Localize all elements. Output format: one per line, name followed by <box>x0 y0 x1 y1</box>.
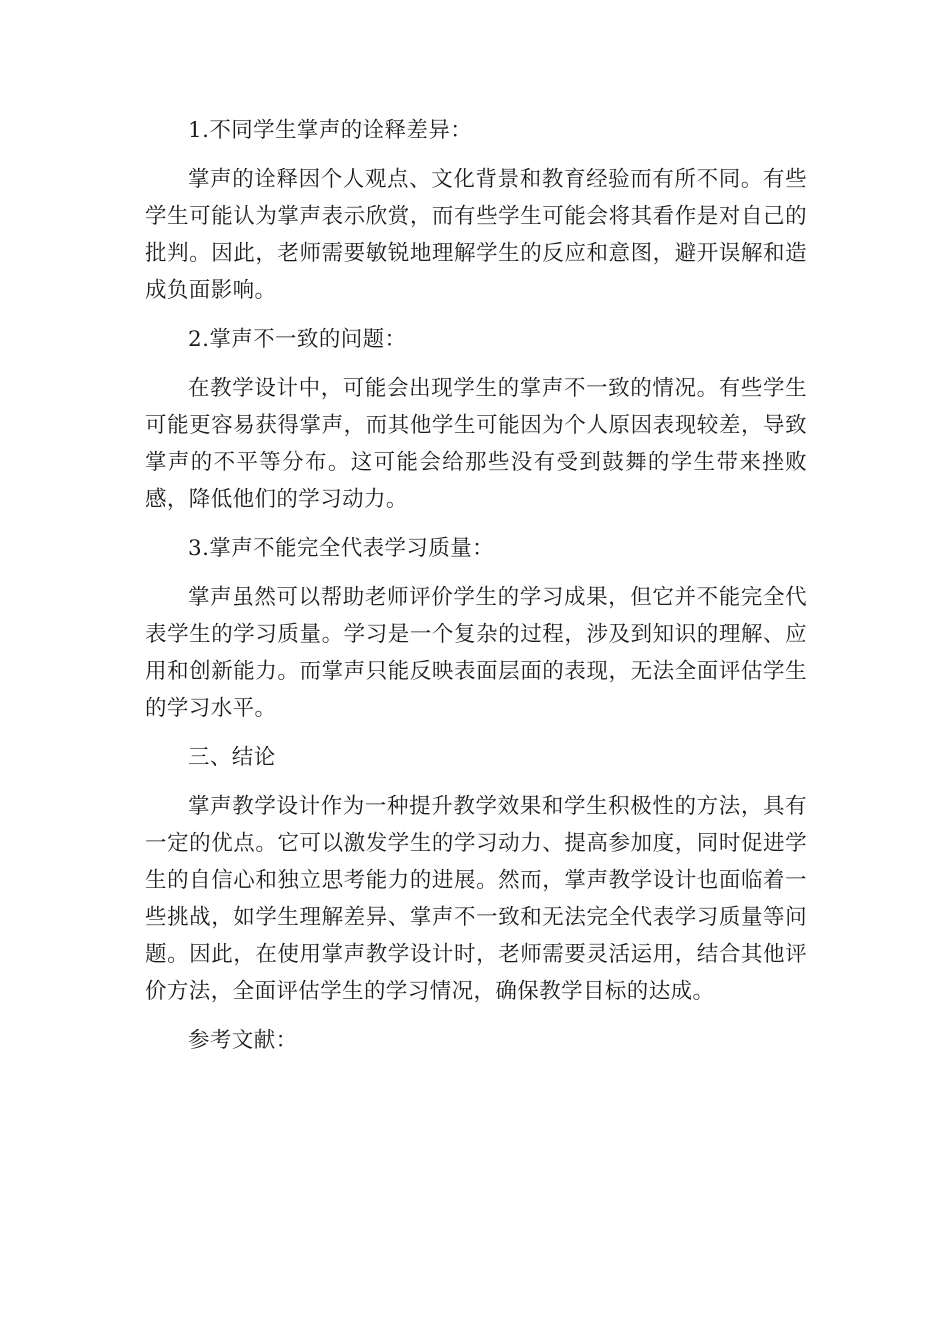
section-heading-2: 2.掌声不一致的问题： <box>188 327 407 352</box>
document-body <box>145 112 807 1071</box>
references-heading: 参考文献： <box>188 1028 298 1053</box>
conclusion-paragraph: 掌声教学设计作为一种提升教学效果和学生积极性的方法，具有一定的优点。它可以激发学生的学习动力、提高参加度，同时促进学生的自信心和独立思考能力的进展。然而，掌声教学设计也面临着一些挑战，如学生理解差异、掌声不一致和无法完全代表学习质量等问题。因此，在使用掌声教学设计时，老师需要灵活运用，结合其他评价方法，全面评估学生的学习情况，确保教学目标的达成。 <box>145 794 807 1004</box>
body-paragraph-2: 在教学设计中，可能会出现学生的掌声不一致的情况。有些学生可能更容易获得掌声，而其他学生可能因为个人原因表现较差，导致掌声的不平等分布。这可能会给那些没有受到鼓舞的学生带来挫败感，降低他们的学习动力。 <box>145 376 807 512</box>
body-paragraph-3: 掌声虽然可以帮助老师评价学生的学习成果，但它并不能完全代表学生的学习质量。学习是一个复杂的过程，涉及到知识的理解、应用和创新能力。而掌声只能反映表面层面的表现，无法全面评估学生的学习水平。 <box>145 585 807 721</box>
body-paragraph-1: 掌声的诠释因个人观点、文化背景和教育经验而有所不同。有些学生可能认为掌声表示欣赏，而有些学生可能会将其看作是对自己的批判。因此，老师需要敏锐地理解学生的反应和意图，避开误解和造成负面影响。 <box>145 167 807 303</box>
section-heading-1: 1.不同学生掌声的诠释差异： <box>188 118 473 143</box>
conclusion-heading: 三、结论 <box>188 745 276 770</box>
section-heading-3: 3.掌声不能完全代表学习质量： <box>188 536 495 561</box>
